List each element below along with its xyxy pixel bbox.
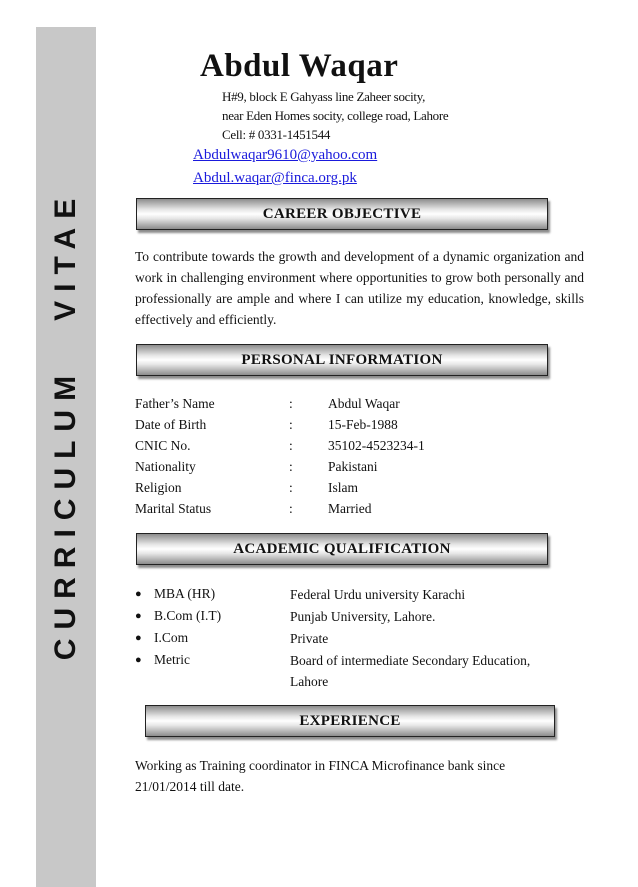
info-value: 15-Feb-1988 xyxy=(328,417,398,432)
info-value: Pakistani xyxy=(328,459,378,474)
info-separator: : xyxy=(289,396,293,411)
personal-info-heading: PERSONAL INFORMATION xyxy=(136,344,548,376)
qualification-degree: Metric xyxy=(154,652,190,667)
career-objective-heading: CAREER OBJECTIVE xyxy=(136,198,548,230)
sidebar-word-vitae: VITAE xyxy=(49,189,82,321)
email-link-1[interactable]: Abdulwaqar9610@yahoo.com xyxy=(193,147,378,163)
career-objective-text: To contribute towards the growth and development of a dynamic organization and work in challenging environment where opportunities to grow both personally and professionally are ample and where I can utilize my education, knowledge, skills effectively and efficiently. xyxy=(135,249,584,327)
info-label: Religion xyxy=(135,480,182,495)
info-value: Abdul Waqar xyxy=(328,396,400,411)
sidebar-word-curriculum: CURRICULUM xyxy=(49,366,82,661)
qualification-institute: Federal Urdu university Karachi xyxy=(290,587,466,602)
address-line-2: near Eden Homes socity, college road, Lahore xyxy=(222,108,449,123)
info-label: Marital Status xyxy=(135,501,212,516)
qualification-degree: I.Com xyxy=(154,630,189,645)
qualification-degree: B.Com (I.T) xyxy=(154,608,222,623)
experience-heading: EXPERIENCE xyxy=(145,705,555,737)
bullet-icon: ● xyxy=(135,632,142,644)
info-value: Islam xyxy=(328,480,358,495)
info-separator: : xyxy=(289,501,293,516)
bullet-icon: ● xyxy=(135,654,142,666)
info-separator: : xyxy=(289,459,293,474)
qualification-institute: Board of intermediate Secondary Education, Lahore xyxy=(290,653,531,689)
bullet-icon: ● xyxy=(135,588,142,600)
info-separator: : xyxy=(289,438,293,453)
qualification-degree: MBA (HR) xyxy=(154,586,216,601)
info-label: Father’s Name xyxy=(135,396,215,411)
cell-number: Cell: # 0331-1451544 xyxy=(222,127,331,142)
info-label: CNIC No. xyxy=(135,438,191,453)
bullet-icon: ● xyxy=(135,610,142,622)
info-label: Nationality xyxy=(135,459,196,474)
qualification-institute: Punjab University, Lahore. xyxy=(290,609,436,624)
info-value: Married xyxy=(328,501,372,516)
address-line-1: H#9, block E Gahyass line Zaheer socity, xyxy=(222,89,426,104)
academic-heading: ACADEMIC QUALIFICATION xyxy=(136,533,548,565)
info-label: Date of Birth xyxy=(135,417,207,432)
experience-text: Working as Training coordinator in FINCA Microfinance bank since 21/01/2014 till date. xyxy=(135,758,506,794)
info-separator: : xyxy=(289,480,293,495)
email-link-2[interactable]: Abdul.waqar@finca.org.pk xyxy=(193,170,357,186)
info-value: 35102-4523234-1 xyxy=(328,438,425,453)
qualification-institute: Private xyxy=(290,631,329,646)
sidebar-title xyxy=(49,190,83,660)
applicant-name: Abdul Waqar xyxy=(200,48,399,84)
info-separator: : xyxy=(289,417,293,432)
